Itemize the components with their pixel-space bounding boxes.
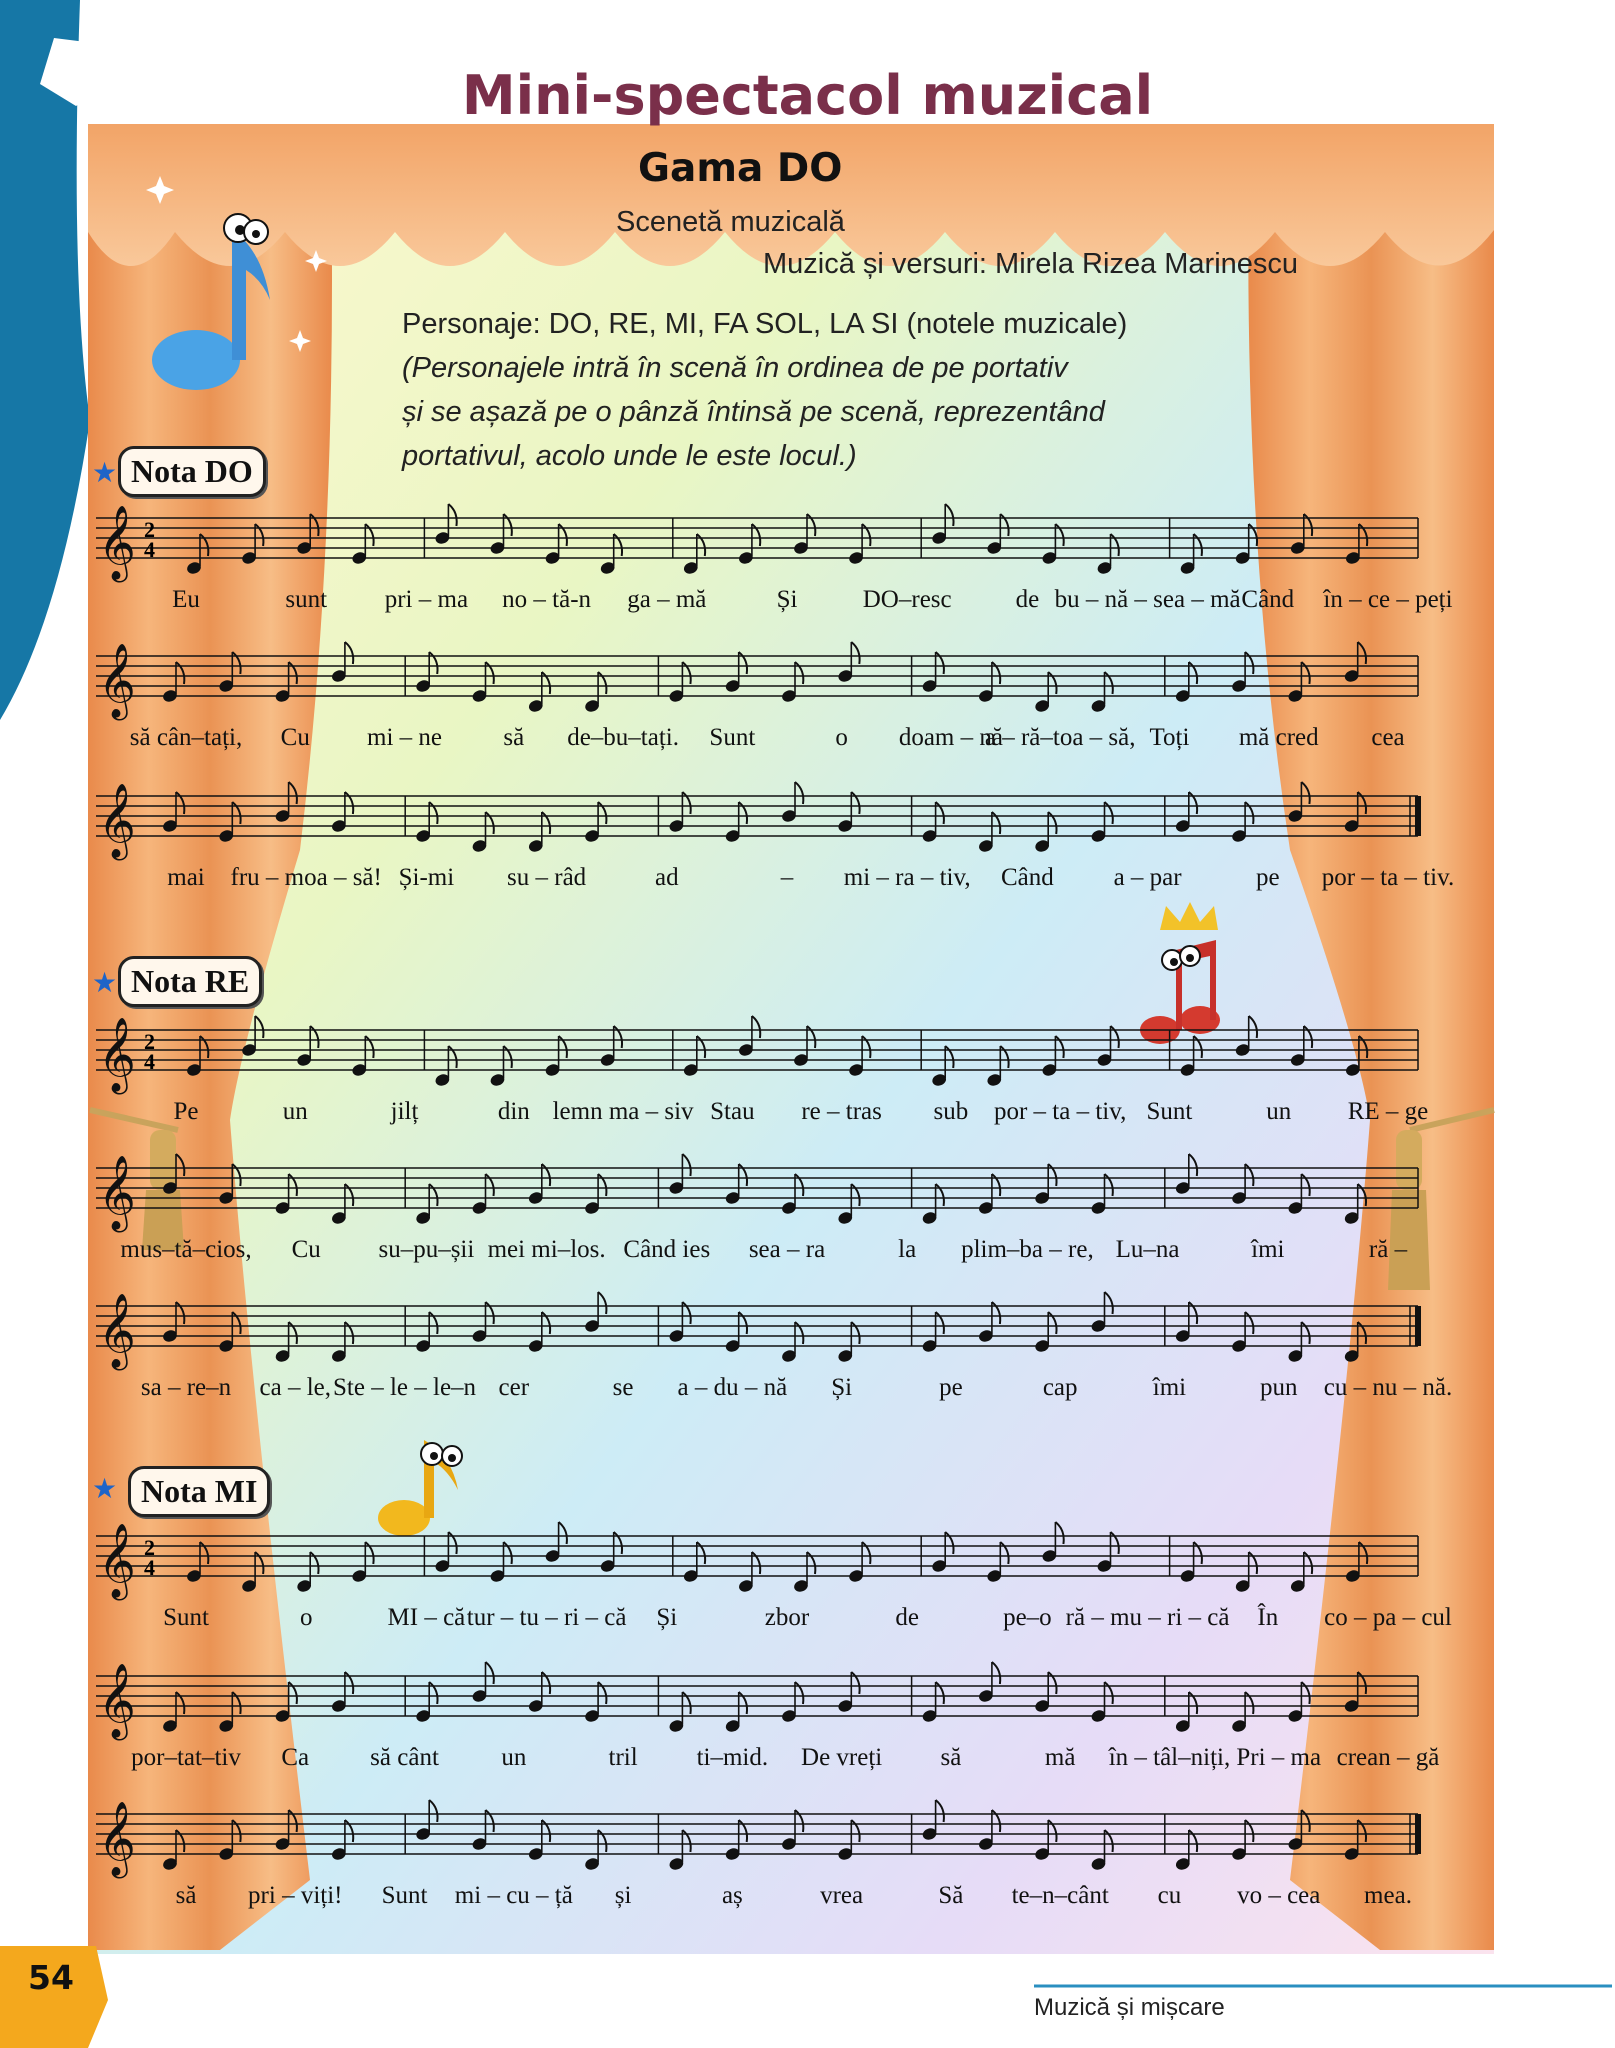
- lyric-syllable: ră – mu – ri – că: [1065, 1604, 1230, 1631]
- lyric-syllable: ad: [654, 864, 679, 891]
- note-flag: [1301, 782, 1309, 804]
- lyric-syllable: În: [1257, 1604, 1279, 1631]
- lyric-syllable: cu – nu – nă.: [1323, 1374, 1453, 1401]
- note-flag: [448, 504, 456, 526]
- lyric-syllable: să cân–tați,: [129, 724, 243, 751]
- note-flag: [486, 1662, 494, 1684]
- star-icon: ★: [92, 966, 118, 999]
- lyric-syllable: cer: [498, 1374, 530, 1401]
- lyric-syllable: Sunt: [709, 724, 756, 751]
- lyric-syllable: să: [503, 724, 525, 751]
- lyric-syllable: în – ce – peți: [1323, 586, 1453, 613]
- note-flag: [559, 1522, 567, 1544]
- lyric-syllable: tril: [608, 1744, 638, 1771]
- lyric-syllable: De vreți: [801, 1744, 883, 1771]
- lyric-syllable: îmi: [1251, 1236, 1285, 1263]
- note-flag: [1249, 1016, 1257, 1038]
- note-flag: [945, 504, 953, 526]
- lyric-syllable: Eu: [172, 586, 200, 613]
- note-flag: [1358, 642, 1366, 664]
- lyric-syllable: mai: [167, 864, 205, 891]
- lyric-syllable: Sunt: [381, 1882, 428, 1909]
- lyric-syllable: Pe: [173, 1098, 199, 1125]
- lyric-syllable: jilț: [390, 1098, 419, 1125]
- note-flag: [289, 782, 297, 804]
- lyric-syllable: sub: [933, 1098, 969, 1125]
- note-flag: [795, 782, 803, 804]
- note-flag: [851, 642, 859, 664]
- note-flag: [936, 1800, 944, 1822]
- lyric-syllable: mus–tă–cios,: [120, 1236, 252, 1263]
- lyric-syllable: ti–mid.: [696, 1744, 769, 1771]
- lyric-syllable: de: [1015, 586, 1040, 613]
- note-flag: [255, 1016, 263, 1038]
- lyric-syllable: ră –: [1368, 1236, 1408, 1263]
- lyric-syllable: mi – ne: [367, 724, 443, 751]
- lyric-syllable: lemn ma – siv: [552, 1098, 694, 1125]
- lyric-syllable: pe–o: [1003, 1604, 1052, 1631]
- lyric-syllable: ca – le,: [259, 1374, 332, 1401]
- treble-clef-icon: 𝄞: [98, 1802, 136, 1876]
- lyric-syllable: Lu–na: [1115, 1236, 1180, 1263]
- section-label-re: Nota RE: [118, 956, 262, 1007]
- lyric-syllable: a – du – nă: [677, 1374, 788, 1401]
- lyric-syllable: tur – tu – ri – că: [466, 1604, 627, 1631]
- characters-line: Personaje: DO, RE, MI, FA SOL, LA SI (notele muzicale): [402, 308, 1128, 340]
- lyric-syllable: cap: [1042, 1374, 1078, 1401]
- time-signature: 2: [144, 517, 155, 542]
- lyric-syllable: Sunt: [163, 1604, 209, 1631]
- lyric-syllable: a – par: [1113, 864, 1182, 891]
- lyric-syllable: Și: [656, 1604, 678, 1631]
- note-flag: [1189, 1154, 1197, 1176]
- lyric-syllable: mă cred: [1238, 724, 1319, 751]
- lyric-syllable: a – ră–toa – să,: [984, 724, 1136, 751]
- lyric-syllable: să: [940, 1744, 962, 1771]
- lyric-syllable: Ste – le – le–n: [333, 1374, 477, 1401]
- time-signature: 2: [144, 1029, 155, 1054]
- lyric-syllable: o: [835, 724, 848, 751]
- page-number: 54: [28, 1958, 74, 1997]
- lyric-syllable: Și: [831, 1374, 853, 1401]
- lyric-syllable: Și-mi: [398, 864, 455, 891]
- lyric-syllable: zbor: [764, 1604, 810, 1631]
- lyric-syllable: și: [614, 1882, 632, 1909]
- page-title: Mini-spectacol muzical: [461, 64, 1154, 127]
- lyric-syllable: Cu: [291, 1236, 321, 1263]
- lyric-syllable: fru – moa – să!: [230, 864, 382, 891]
- note-flag: [598, 1292, 606, 1314]
- lyric-syllable: su – râd: [507, 864, 587, 891]
- song-genre: Scenetă muzicală: [616, 206, 845, 238]
- lyric-syllable: cu: [1157, 1882, 1182, 1909]
- lyric-syllable: un: [1266, 1098, 1292, 1125]
- lyric-syllable: Când: [1001, 864, 1054, 891]
- lyric-syllable: Să: [938, 1882, 964, 1909]
- lyric-syllable: pun: [1259, 1374, 1298, 1401]
- lyric-syllable: pri – viți!: [248, 1882, 343, 1909]
- lyric-syllable: mi – ra – tiv,: [843, 864, 971, 891]
- lyric-syllable: DO–resc: [862, 586, 952, 613]
- lyric-syllable: su–pu–șii: [378, 1236, 475, 1263]
- lyric-syllable: se: [612, 1374, 634, 1401]
- time-signature: 4: [144, 537, 155, 562]
- lyric-syllable: Cu: [280, 724, 310, 751]
- song-title: Gama DO: [638, 146, 843, 191]
- lyric-syllable: să cânt: [370, 1744, 439, 1771]
- treble-clef-icon: 𝄞: [98, 1294, 136, 1368]
- lyric-syllable: mei mi–los.: [487, 1236, 606, 1263]
- lyric-syllable: por–tat–tiv: [131, 1744, 241, 1771]
- treble-clef-icon: 𝄞: [98, 1156, 136, 1230]
- lyric-syllable: –: [780, 864, 794, 891]
- lyric-syllable: Sunt: [1146, 1098, 1193, 1125]
- note-flag: [992, 1662, 1000, 1684]
- lyric-syllable: îmi: [1152, 1374, 1187, 1401]
- stage-direction-line: și se așază pe o pânză întinsă pe scenă, reprezentând: [402, 396, 1105, 428]
- lyric-syllable: Și: [776, 586, 798, 613]
- lyric-syllable: la: [898, 1236, 917, 1263]
- treble-clef-icon: 𝄞: [98, 644, 136, 718]
- lyric-syllable: re – tras: [801, 1098, 882, 1125]
- lyric-syllable: crean – gă: [1336, 1744, 1440, 1771]
- lyric-syllable: MI – că: [387, 1604, 466, 1631]
- lyric-syllable: sea – ra: [748, 1236, 826, 1263]
- footer-subject: Muzică și mișcare: [1034, 1994, 1225, 2021]
- lyric-syllable: un: [282, 1098, 308, 1125]
- lyric-syllable: să: [175, 1882, 197, 1909]
- star-icon: ★: [92, 456, 118, 489]
- lyric-syllable: o: [299, 1604, 313, 1631]
- note-flag: [176, 1154, 184, 1176]
- song-credits: Muzică și versuri: Mirela Rizea Marinescu: [763, 248, 1299, 280]
- lyric-syllable: te–n–cânt: [1011, 1882, 1109, 1909]
- time-signature: 4: [144, 1049, 155, 1074]
- lyric-syllable: por – ta – tiv,: [993, 1098, 1127, 1125]
- lyric-syllable: pe: [939, 1374, 963, 1401]
- lyric-syllable: sunt: [285, 586, 328, 613]
- treble-clef-icon: 𝄞: [98, 506, 136, 580]
- star-icon: ★: [92, 1472, 118, 1505]
- lyric-syllable: mi – cu – ță: [454, 1882, 573, 1909]
- lyric-syllable: Stau: [710, 1098, 755, 1125]
- lyric-syllable: pe: [1255, 864, 1280, 891]
- lyric-syllable: Toți: [1149, 724, 1190, 751]
- lyric-syllable: cea: [1371, 724, 1405, 751]
- note-flag: [1055, 1522, 1063, 1544]
- lyric-syllable: vo – cea: [1237, 1882, 1321, 1909]
- lyric-syllable: în – tâl–niți,: [1108, 1744, 1231, 1771]
- time-signature: 4: [144, 1555, 155, 1580]
- lyric-syllable: sa – re–n: [140, 1374, 232, 1401]
- note-flag: [682, 1154, 690, 1176]
- stage-direction-line: portativul, acolo unde le este locul.): [402, 440, 857, 472]
- note-flag: [752, 1016, 760, 1038]
- lyric-syllable: vrea: [820, 1882, 864, 1909]
- lyric-syllable: RE – ge: [1347, 1098, 1429, 1125]
- treble-clef-icon: 𝄞: [98, 784, 136, 858]
- lyric-syllable: de–bu–tați.: [567, 724, 679, 751]
- treble-clef-icon: 𝄞: [98, 1664, 136, 1738]
- lyric-syllable: co – pa – cul: [1324, 1604, 1452, 1631]
- lyric-syllable: aș: [721, 1882, 743, 1909]
- section-label-do: Nota DO: [118, 446, 266, 497]
- lyric-syllable: doam – nă: [898, 724, 1003, 751]
- lyric-syllable: Ca: [281, 1744, 310, 1771]
- treble-clef-icon: 𝄞: [98, 1018, 136, 1092]
- lyric-syllable: mă: [1044, 1744, 1076, 1771]
- lyric-syllable: ga – mă: [627, 586, 707, 613]
- lyric-syllable: din: [497, 1098, 530, 1125]
- lyric-syllable: un: [501, 1744, 527, 1771]
- note-flag: [429, 1800, 437, 1822]
- lyric-syllable: bu – nă – sea – mă: [1054, 586, 1241, 613]
- lyric-syllable: Pri – ma: [1236, 1744, 1322, 1771]
- lyric-syllable: pri – ma: [384, 586, 469, 613]
- lyric-syllable: de: [895, 1604, 919, 1631]
- lyric-syllable: plim–ba – re,: [961, 1236, 1094, 1263]
- note-flag: [1105, 1292, 1113, 1314]
- lyric-syllable: por – ta – tiv.: [1321, 864, 1455, 891]
- time-signature: 2: [144, 1535, 155, 1560]
- lyric-syllable: mea.: [1364, 1882, 1412, 1909]
- lyric-syllable: Când: [1241, 586, 1295, 613]
- stage-direction-line: (Personajele intră în scenă în ordinea de pe portativ: [402, 352, 1068, 384]
- lyric-syllable: Când ies: [623, 1236, 711, 1263]
- section-label-mi: Nota MI: [128, 1466, 270, 1517]
- note-flag: [345, 642, 353, 664]
- lyric-syllable: no – tă-n: [502, 586, 592, 613]
- treble-clef-icon: 𝄞: [98, 1524, 136, 1598]
